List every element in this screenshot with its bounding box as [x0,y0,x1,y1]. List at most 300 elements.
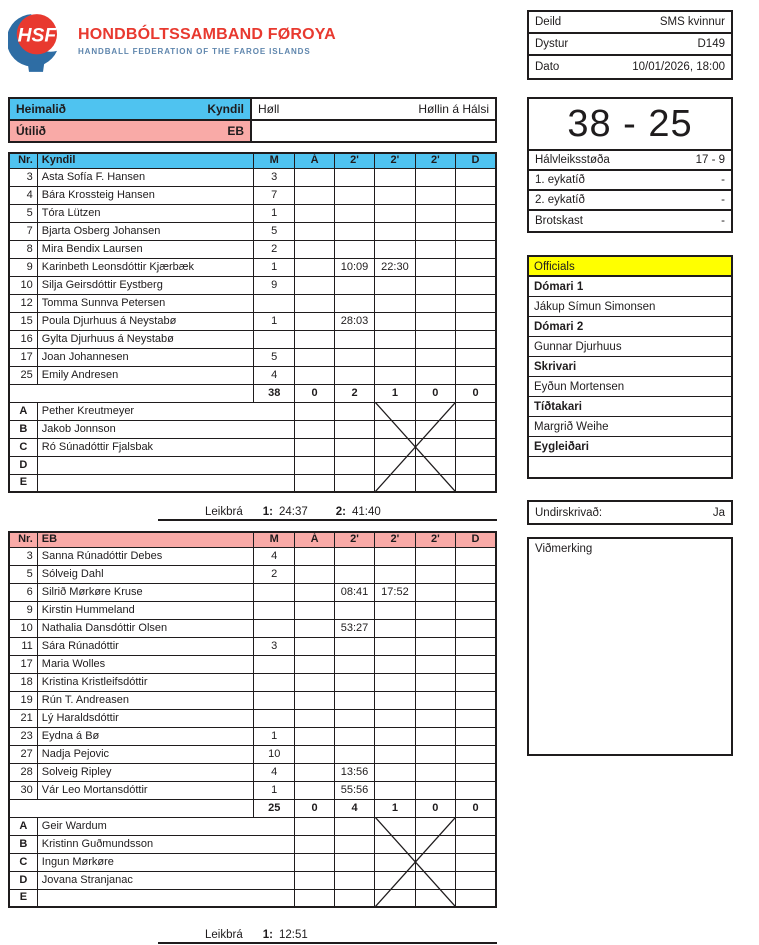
suspension3-cell [415,348,455,366]
player-number-cell: 15 [9,312,37,330]
player-name-cell: Eydna á Bø [37,727,253,745]
player-row [9,312,496,330]
disqualification-cell [456,583,496,601]
leikbra-time-value: 24:37 [278,506,308,518]
stat-column-header: M [254,153,295,168]
suspension2-cell [375,294,415,312]
team-name-header: EB [37,532,253,547]
disqualification-cell [456,258,496,276]
player-row [9,727,496,745]
player-row [9,583,496,601]
player-number-cell: 3 [9,168,37,186]
player-row [9,565,496,583]
crossed-cell [375,835,415,853]
player-number-cell: 7 [9,222,37,240]
official-role-label: Dómari 2 [529,317,731,337]
suspension1-cell: 13:56 [334,763,374,781]
stat-column-header: D [456,532,496,547]
player-row [9,691,496,709]
player-name-cell: Sólveig Dahl [37,565,253,583]
suspension1-cell [334,276,374,294]
player-name-cell: Tóra Lützen [37,204,253,222]
suspension1-cell [334,330,374,348]
player-row [9,330,496,348]
official-name: Gunnar Djurhuus [529,337,731,357]
goals-cell: 4 [254,547,295,565]
warning-cell [295,889,334,907]
totals-value-cell: 0 [456,799,496,817]
player-number-cell: 9 [9,258,37,276]
match-info-label: Dato [535,61,560,73]
stat-column-header: 2' [415,532,455,547]
staff-letter-cell: A [9,402,37,420]
officials-rows [529,277,731,477]
suspension3-cell [415,204,455,222]
staff-name-cell: Kristinn Guðmundsson [37,835,295,853]
suspension2-cell [375,727,415,745]
warning-cell [295,745,334,763]
match-info-row [529,56,731,78]
suspension2-cell [375,637,415,655]
remarks-label: Viðmerking [535,543,593,555]
leikbra-period-label: 1: [262,929,273,941]
disqualification-cell [456,312,496,330]
player-number-cell: 9 [9,601,37,619]
suspension2-cell: 22:30 [375,258,415,276]
score-detail-rows [529,151,731,231]
disqualification-cell [456,438,496,456]
player-name-cell: Lý Haraldsdóttir [37,709,253,727]
player-name-cell: Silrið Mørkøre Kruse [37,583,253,601]
goals-cell: 2 [254,240,295,258]
player-number-cell: 16 [9,330,37,348]
score-detail-row [529,171,731,191]
goals-cell [254,655,295,673]
suspension2-cell [375,547,415,565]
officials-panel [527,255,733,479]
venue-empty-cell [251,120,496,142]
suspension1-cell [334,456,374,474]
federation-logo-icon [8,10,64,76]
suspension1-cell [334,186,374,204]
warning-cell [295,853,334,871]
staff-row [9,438,496,456]
teams-box [8,97,497,143]
disqualification-cell [456,637,496,655]
staff-row [9,871,496,889]
match-info-row [529,12,731,34]
warning-cell [295,583,334,601]
disqualification-cell [456,222,496,240]
suspension1-cell [334,673,374,691]
player-number-cell: 19 [9,691,37,709]
home-roster-table [8,152,497,493]
score-detail-label: Brotskast [535,215,583,227]
player-number-cell: 28 [9,763,37,781]
signature-box [527,500,733,525]
suspension3-cell [415,727,455,745]
goals-cell: 10 [254,745,295,763]
staff-letter-cell: A [9,817,37,835]
federation-header [8,10,336,76]
stat-column-header: Á [295,532,334,547]
suspension2-cell [375,312,415,330]
suspension1-cell [334,745,374,763]
crossed-cell [415,835,455,853]
remarks-box [527,537,733,756]
staff-row [9,474,496,492]
disqualification-cell [456,240,496,258]
disqualification-cell [456,474,496,492]
team-name-header: Kyndil [37,153,253,168]
stat-column-header: 2' [375,532,415,547]
away-roster-section [8,531,497,908]
suspension3-cell [415,240,455,258]
staff-name-cell: Ró Súnadóttir Fjalsbak [37,438,295,456]
goals-cell [254,583,295,601]
match-info-value: D149 [697,38,725,50]
warning-cell [295,817,334,835]
stat-column-header: 2' [334,153,374,168]
stat-column-header: 2' [375,153,415,168]
warning-cell [295,637,334,655]
warning-cell [295,781,334,799]
player-number-cell: 11 [9,637,37,655]
score-detail-row [529,211,731,231]
leikbra-time-value: 41:40 [351,506,381,518]
home-roster-header-row [9,153,496,168]
number-column-header: Nr. [9,153,37,168]
home-roster-section [8,152,497,493]
disqualification-cell [456,871,496,889]
crossed-cell [375,853,415,871]
suspension3-cell [415,366,455,384]
player-number-cell: 10 [9,619,37,637]
official-role-label: Tíðtakari [529,397,731,417]
staff-row [9,853,496,871]
suspension3-cell [415,745,455,763]
player-row [9,366,496,384]
staff-row [9,420,496,438]
goals-cell [254,673,295,691]
totals-value-cell: 4 [334,799,374,817]
suspension3-cell [415,619,455,637]
official-role-label: Skrivari [529,357,731,377]
disqualification-cell [456,456,496,474]
totals-row [9,384,496,402]
player-row [9,709,496,727]
suspension2-cell [375,240,415,258]
crossed-cell [415,817,455,835]
suspension3-cell [415,547,455,565]
player-name-cell: Silja Geirsdóttir Eystberg [37,276,253,294]
crossed-cell [375,871,415,889]
player-row [9,673,496,691]
match-info-value: 10/01/2026, 18:00 [632,61,725,73]
suspension3-cell [415,330,455,348]
score-detail-value: - [721,215,725,227]
disqualification-cell [456,763,496,781]
signature-value: Ja [712,506,725,519]
suspension1-cell [334,222,374,240]
score-detail-label: 2. eykatíð [535,194,585,206]
away-team-label: Útilið [16,124,46,138]
suspension2-cell [375,745,415,763]
score-detail-value: - [721,174,725,186]
player-number-cell: 12 [9,294,37,312]
leikbra-label: Leikbrá [205,929,243,941]
suspension1-cell [334,402,374,420]
crossed-cell [375,438,415,456]
disqualification-cell [456,601,496,619]
suspension2-cell [375,330,415,348]
disqualification-cell [456,168,496,186]
stat-column-header: Á [295,153,334,168]
warning-cell [295,294,334,312]
warning-cell [295,438,334,456]
stat-column-header: 2' [415,153,455,168]
staff-name-cell [37,474,295,492]
suspension1-cell [334,835,374,853]
score-detail-row [529,191,731,211]
suspension1-cell [334,691,374,709]
player-name-cell: Rún T. Andreasen [37,691,253,709]
staff-row [9,835,496,853]
suspension2-cell [375,186,415,204]
player-name-cell: Bjarta Osberg Johansen [37,222,253,240]
player-row [9,763,496,781]
suspension1-cell [334,889,374,907]
score-detail-label: 1. eykatíð [535,174,585,186]
suspension3-cell [415,763,455,781]
staff-name-cell: Geir Wardum [37,817,295,835]
player-row [9,258,496,276]
match-info-label: Dystur [535,38,569,50]
staff-letter-cell: D [9,871,37,889]
away-team-cell [9,120,251,142]
player-row [9,655,496,673]
leikbra-time-value: 12:51 [278,929,308,941]
warning-cell [295,204,334,222]
player-row [9,601,496,619]
player-row [9,276,496,294]
suspension1-cell [334,709,374,727]
logo-text: HSF [17,25,57,47]
org-name: HONDBÓLTSSAMBAND FØROYA [78,26,336,43]
disqualification-cell [456,727,496,745]
warning-cell [295,709,334,727]
totals-value-cell: 2 [334,384,374,402]
warning-cell [295,601,334,619]
final-score: 38 - 25 [529,99,731,151]
official-name [529,457,731,477]
suspension3-cell [415,258,455,276]
suspension2-cell [375,222,415,240]
player-name-cell: Tomma Sunnva Petersen [37,294,253,312]
suspension2-cell [375,204,415,222]
goals-cell [254,330,295,348]
suspension1-cell [334,637,374,655]
stat-column-header: D [456,153,496,168]
goals-cell: 1 [254,312,295,330]
goals-cell [254,601,295,619]
signature-label: Undirskrivað: [535,506,603,519]
totals-value-cell: 0 [295,799,334,817]
warning-cell [295,691,334,709]
totals-value-cell: 38 [254,384,295,402]
disqualification-cell [456,565,496,583]
goals-cell: 2 [254,565,295,583]
score-detail-label: Hálvleiksstøða [535,154,610,166]
player-name-cell: Poula Djurhuus á Neystabø [37,312,253,330]
suspension3-cell [415,781,455,799]
suspension3-cell [415,222,455,240]
totals-value-cell: 25 [254,799,295,817]
goals-cell: 1 [254,258,295,276]
disqualification-cell [456,709,496,727]
disqualification-cell [456,294,496,312]
suspension1-cell: 08:41 [334,583,374,601]
suspension1-cell [334,565,374,583]
venue-label: Høll [258,102,280,116]
staff-name-cell: Jakob Jonnson [37,420,295,438]
player-number-cell: 23 [9,727,37,745]
player-name-cell: Vár Leo Mortansdóttir [37,781,253,799]
staff-letter-cell: E [9,474,37,492]
suspension1-cell [334,366,374,384]
player-number-cell: 8 [9,240,37,258]
player-number-cell: 6 [9,583,37,601]
suspension3-cell [415,312,455,330]
player-name-cell: Nathalia Dansdóttir Olsen [37,619,253,637]
crossed-cell [415,871,455,889]
staff-letter-cell: C [9,853,37,871]
leikbra-period-label: 2: [335,506,346,518]
staff-name-cell: Pether Kreutmeyer [37,402,295,420]
player-row [9,186,496,204]
disqualification-cell [456,889,496,907]
crossed-cell [415,420,455,438]
totals-value-cell: 1 [375,384,415,402]
suspension2-cell [375,366,415,384]
crossed-cell [375,456,415,474]
warning-cell [295,366,334,384]
player-name-cell: Sára Rúnadóttir [37,637,253,655]
warning-cell [295,763,334,781]
disqualification-cell [456,745,496,763]
crossed-cell [375,474,415,492]
suspension3-cell [415,601,455,619]
crossed-cell [415,438,455,456]
suspension3-cell [415,276,455,294]
player-row [9,204,496,222]
staff-name-cell [37,889,295,907]
suspension2-cell [375,781,415,799]
player-name-cell: Emily Andresen [37,366,253,384]
suspension1-cell: 28:03 [334,312,374,330]
suspension1-cell [334,547,374,565]
suspension2-cell [375,673,415,691]
suspension3-cell [415,655,455,673]
player-name-cell: Maria Wolles [37,655,253,673]
player-row [9,348,496,366]
staff-row [9,817,496,835]
player-name-cell: Asta Sofía F. Hansen [37,168,253,186]
warning-cell [295,276,334,294]
suspension1-cell [334,853,374,871]
suspension2-cell [375,601,415,619]
suspension1-cell [334,168,374,186]
suspension3-cell [415,709,455,727]
totals-empty-cell [9,799,254,817]
disqualification-cell [456,673,496,691]
warning-cell [295,186,334,204]
goals-cell: 1 [254,727,295,745]
suspension2-cell [375,348,415,366]
venue-cell [251,98,496,120]
warning-cell [295,655,334,673]
suspension2-cell: 17:52 [375,583,415,601]
suspension2-cell [375,763,415,781]
goals-cell: 1 [254,204,295,222]
crossed-cell [415,853,455,871]
player-name-cell: Joan Johannesen [37,348,253,366]
home-team-label: Heimalið [16,102,67,116]
away-leikbra-line [158,929,497,944]
crossed-cell [375,402,415,420]
disqualification-cell [456,402,496,420]
player-number-cell: 25 [9,366,37,384]
venue-name: Høllin á Hálsi [418,102,489,116]
suspension1-cell [334,438,374,456]
staff-letter-cell: E [9,889,37,907]
disqualification-cell [456,817,496,835]
goals-cell [254,619,295,637]
suspension2-cell [375,276,415,294]
staff-name-cell [37,456,295,474]
disqualification-cell [456,276,496,294]
warning-cell [295,312,334,330]
suspension1-cell [334,474,374,492]
number-column-header: Nr. [9,532,37,547]
warning-cell [295,871,334,889]
player-row [9,240,496,258]
suspension1-cell [334,817,374,835]
suspension1-cell [334,871,374,889]
player-row [9,294,496,312]
crossed-cell [375,817,415,835]
player-number-cell: 5 [9,565,37,583]
player-row [9,745,496,763]
player-row [9,619,496,637]
official-role-label: Dómari 1 [529,277,731,297]
goals-cell: 5 [254,348,295,366]
official-name: Eyðun Mortensen [529,377,731,397]
home-team-cell [9,98,251,120]
warning-cell [295,835,334,853]
away-roster-table [8,531,497,908]
score-panel [527,97,733,233]
player-row [9,637,496,655]
home-leikbra-line [158,506,497,521]
warning-cell [295,240,334,258]
player-name-cell: Gylta Djurhuus á Neystabø [37,330,253,348]
player-name-cell: Kristina Kristleifsdóttir [37,673,253,691]
warning-cell [295,168,334,186]
goals-cell: 9 [254,276,295,294]
player-name-cell: Kirstin Hummeland [37,601,253,619]
player-row [9,222,496,240]
